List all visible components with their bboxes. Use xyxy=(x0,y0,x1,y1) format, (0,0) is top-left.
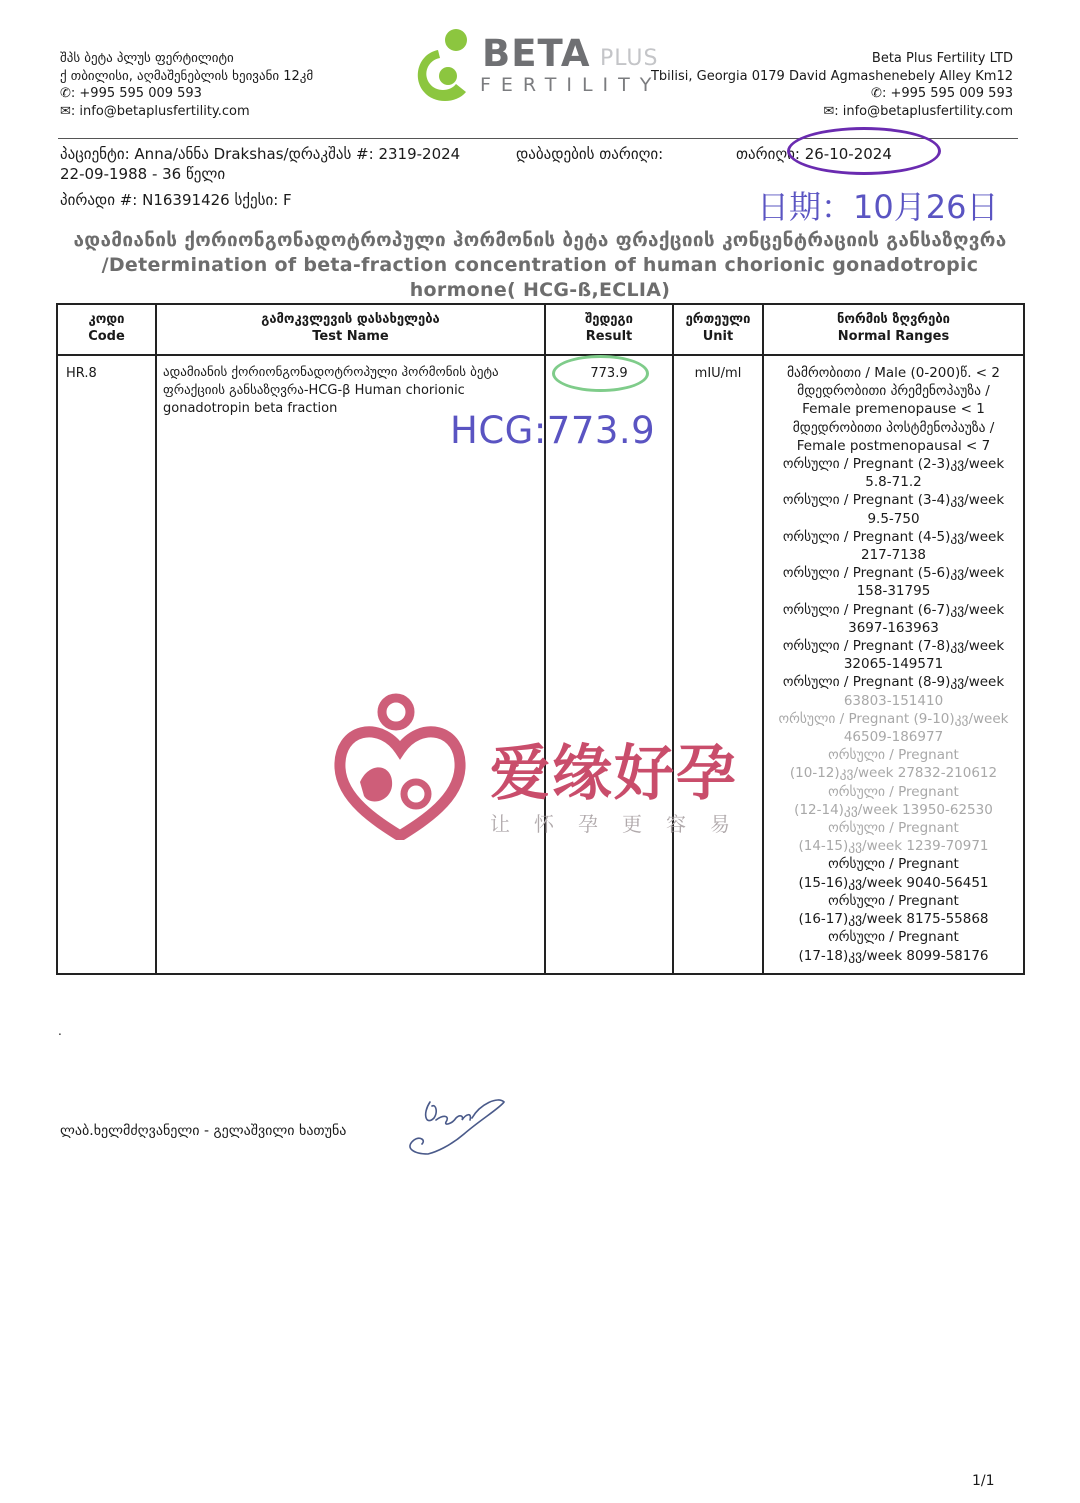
title-line-hormone: hormone( HCG-ß,ECLIA) xyxy=(409,279,671,301)
range-line: ორსული / Pregnant xyxy=(828,820,959,837)
header-ka: კოდი xyxy=(88,312,125,327)
range-line: Female premenopause < 1 xyxy=(802,401,985,418)
logo-plus-text: PLUS xyxy=(600,46,659,71)
header-en: Code xyxy=(88,329,125,344)
range-line: (15-16)კვ/week 9040-56451 xyxy=(798,874,989,891)
range-line: მამრობითი / Male (0-200)წ. < 2 xyxy=(786,365,1000,381)
watermark-subtitle: 让怀孕更容易 xyxy=(490,812,754,836)
title-line-english: /Determination of beta-fraction concentration of human chorionic gonadotropic xyxy=(101,254,979,276)
date-highlight-ellipse xyxy=(787,127,941,175)
range-line: ორსული / Pregnant xyxy=(828,929,959,946)
title-line-georgian: ადამიანის ქორიონგონადოტროპული ჰორმონის ბეტა ფრაქციის კონცენტრაციის განსაზღვრა xyxy=(73,229,1007,251)
header-en: Test Name xyxy=(312,329,389,344)
range-line: მდედრობითი პოსტმენოპაუზა / xyxy=(792,419,995,436)
patient-id-sex: პირადი #: N16391426 სქესი: F xyxy=(60,191,292,209)
column-header-code xyxy=(57,304,156,355)
header-ka: შედეგი xyxy=(585,312,633,327)
range-line: ორსული / Pregnant (9-10)კვ/week xyxy=(778,710,1009,727)
header-ka: ნორმის ზღვრები xyxy=(837,312,950,327)
result-highlight-ellipse xyxy=(552,355,649,392)
range-line: (10-12)კვ/week 27832-210612 xyxy=(789,765,998,782)
range-line: 9.5-750 xyxy=(867,510,920,527)
range-line: (12-14)კვ/week 13950-62530 xyxy=(794,801,993,818)
range-line: (14-15)კვ/week 1239-70971 xyxy=(798,838,989,855)
range-line: 46509-186977 xyxy=(843,729,944,746)
range-line: ორსული / Pregnant (7-8)კვ/week xyxy=(782,638,1005,655)
range-line: მდედრობითი პრემენოპაუზა / xyxy=(797,383,990,400)
cell-normal-ranges xyxy=(763,355,1024,974)
header-right-line: ✉: info@betaplusfertility.com xyxy=(823,103,1013,119)
range-line: ორსული / Pregnant (4-5)კვ/week xyxy=(782,528,1005,545)
range-line: ორსული / Pregnant xyxy=(828,856,959,873)
report-date: თარიღი: 26-10-2024 xyxy=(736,145,892,163)
clinic-address-georgian xyxy=(60,50,313,120)
watermark-title: 爱缘好孕 xyxy=(490,739,738,809)
range-line: ორსული / Pregnant (5-6)კვ/week xyxy=(782,565,1005,582)
range-line: ორსული / Pregnant (2-3)კვ/week xyxy=(782,456,1005,473)
header-left-line: შპს ბეტა პლუს ფერტილიტი xyxy=(60,51,234,66)
range-line: ორსული / Pregnant (3-4)კვ/week xyxy=(782,492,1005,509)
clinic-address-english xyxy=(651,50,1013,120)
range-line: ორსული / Pregnant xyxy=(828,892,959,909)
page-number: 1/1 xyxy=(972,1473,995,1489)
range-line: ორსული / Pregnant xyxy=(828,783,959,800)
header-ka: ერთეული xyxy=(685,312,751,327)
report-title xyxy=(60,228,1020,303)
column-header-test-name xyxy=(156,304,545,355)
birth-date-label: დაბადების თარიღი: xyxy=(516,145,664,163)
watermark-heart-icon xyxy=(330,690,470,840)
column-header-unit xyxy=(673,304,763,355)
range-line: 3697-163963 xyxy=(848,619,939,636)
header-left-line: ✉: info@betaplusfertility.com xyxy=(60,103,250,119)
patient-name-line: პაციენტი: Anna/ანნა Drakshas/დრაკშას #: 2319-2024 xyxy=(60,145,461,163)
range-line: ორსული / Pregnant (6-7)კვ/week xyxy=(782,601,1005,618)
range-line: 5.8-71.2 xyxy=(865,474,922,491)
range-line: 217-7138 xyxy=(861,547,926,564)
header-left-line: ქ თბილისი, აღმაშენებლის ხეივანი 12კმ xyxy=(60,68,314,84)
logo-beta-text: BETA xyxy=(482,32,591,75)
header-right-line: ✆: +995 595 009 593 xyxy=(871,86,1013,101)
cell-result: 773.9 xyxy=(545,355,673,974)
watermark xyxy=(330,690,770,840)
patient-birth-age: 22-09-1988 - 36 წელი xyxy=(60,165,226,183)
header-en: Result xyxy=(585,329,633,344)
range-line: ორსული / Pregnant (8-9)კვ/week xyxy=(782,674,1005,691)
table-header-row xyxy=(57,304,1024,355)
header-en: Normal Ranges xyxy=(837,329,950,344)
column-header-normal-ranges xyxy=(763,304,1024,355)
lab-head-signature-label: ლაბ.ხელმძღვანელი - გელაშვილი ხათუნა xyxy=(60,1123,347,1139)
header-right-line: Tbilisi, Georgia 0179 David Agmashenebely Alley Km12 xyxy=(650,68,1013,84)
cell-code: HR.8 xyxy=(57,355,156,974)
date-annotation-chinese: 日期：10月26日 xyxy=(757,188,999,226)
header-ka: გამოკვლევის დასახელება xyxy=(261,312,440,327)
stray-dot: . xyxy=(58,1024,62,1038)
hcg-annotation: HCG:773.9 xyxy=(450,409,656,452)
range-line: 32065-149571 xyxy=(843,656,944,673)
column-header-result xyxy=(545,304,673,355)
range-line: Female postmenopausal < 7 xyxy=(796,437,991,454)
range-line: (16-17)კვ/week 8175-55868 xyxy=(798,911,989,928)
logo-fertility-text: FERTILITY xyxy=(480,74,662,96)
range-line: ორსული / Pregnant xyxy=(828,747,959,764)
range-line: 158-31795 xyxy=(856,583,931,600)
results-table xyxy=(56,303,1025,975)
cell-test-name: ადამიანის ქორიონგონადოტროპული ჰორმონის ბეტა ფრაქციის განსაზღვრა-HCG-β Human chorionic gonadotropin beta fraction xyxy=(156,355,545,974)
handwritten-signature xyxy=(400,1090,520,1165)
header-right-line: Beta Plus Fertility LTD xyxy=(871,51,1013,66)
header-left-line: ✆: +995 595 009 593 xyxy=(60,86,202,101)
header-en: Unit xyxy=(702,329,734,344)
beta-plus-logo xyxy=(410,26,680,106)
range-line: 63803-151410 xyxy=(843,692,944,709)
logo-mark-icon xyxy=(410,26,480,106)
cell-unit: mIU/ml xyxy=(673,355,763,974)
range-line: (17-18)კვ/week 8099-58176 xyxy=(798,947,989,964)
